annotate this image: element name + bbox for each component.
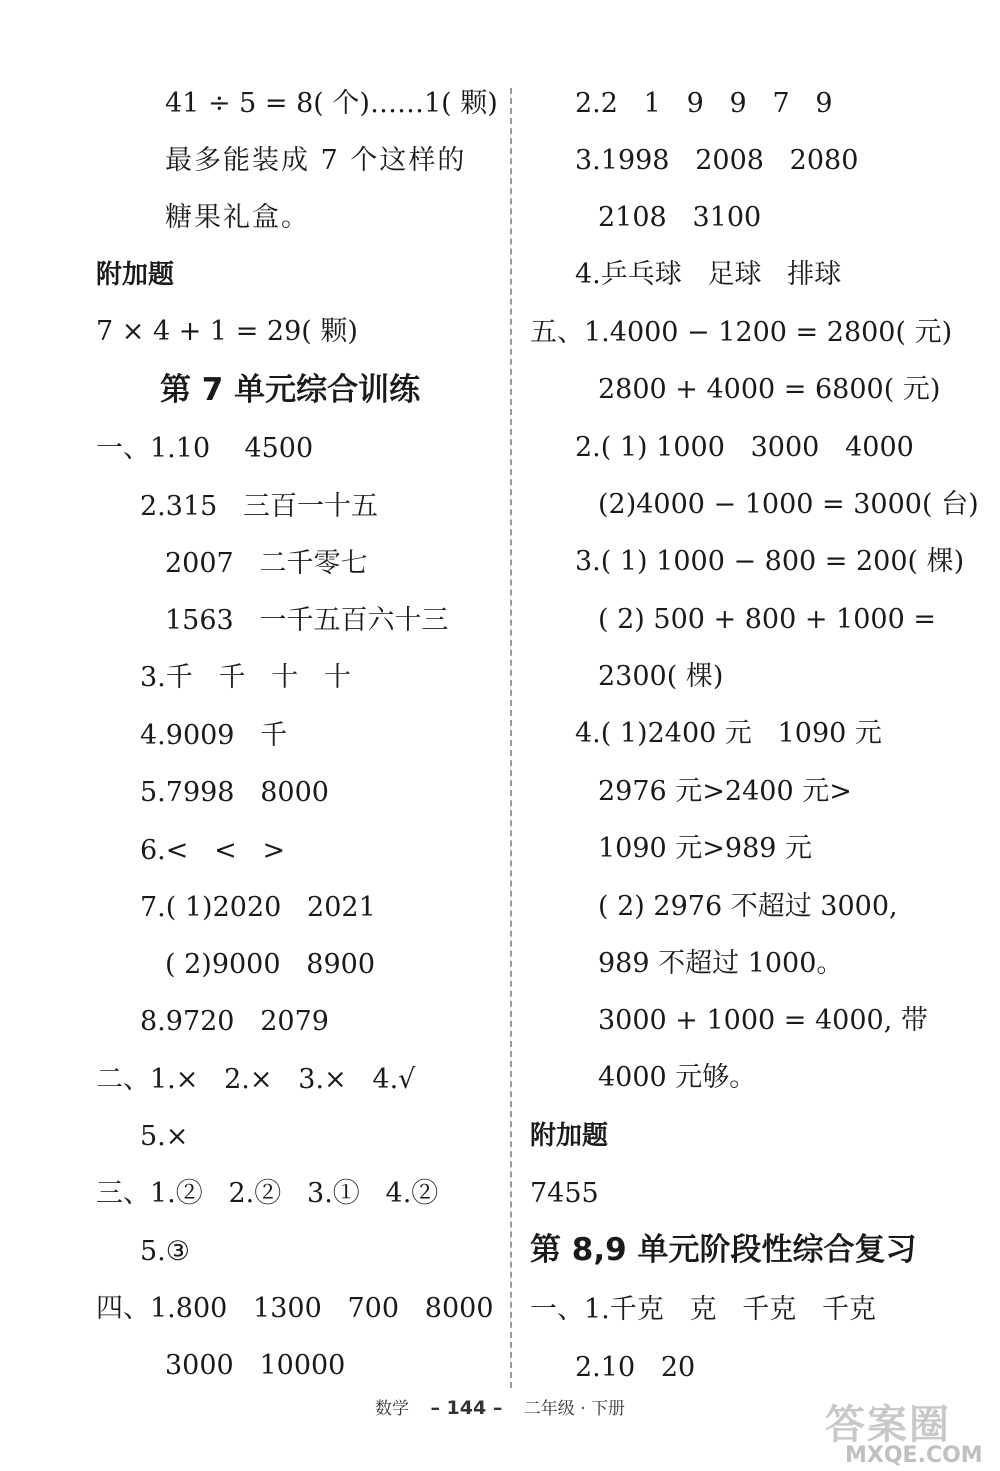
watermark-site: MXQE.COM (845, 1443, 983, 1468)
answer-line: 7 × 4 + 1 = 29( 颗) (96, 316, 358, 347)
answer-line: 2976 元>2400 元> (598, 776, 852, 807)
answer-line: 二、1.× 2.× 3.× 4.√ (96, 1064, 416, 1095)
answer-line: ( 2)9000 8900 (165, 949, 376, 980)
answer-line: 四、1.800 1300 700 8000 (96, 1293, 494, 1324)
answer-line: 一、1.10 4500 (96, 433, 314, 464)
answer-line: 4000 元够。 (598, 1062, 757, 1093)
answer-line: 三、1.② 2.② 3.① 4.② (96, 1178, 439, 1209)
unit-title: 第 8,9 单元阶段性综合复习 (530, 1232, 917, 1268)
answer-line: 1563 一千五百六十三 (165, 605, 449, 636)
column-divider (510, 88, 512, 1388)
footer-grade: 二年级 · 下册 (523, 1399, 625, 1419)
answer-line: 五、1.4000 − 1200 = 2800( 元) (530, 317, 953, 348)
answer-line: 3.1998 2008 2080 (575, 145, 859, 176)
answer-line: 2.( 1) 1000 3000 4000 (575, 432, 914, 463)
answer-line: 7.( 1)2020 2021 (140, 892, 376, 923)
answer-line: 8.9720 2079 (140, 1006, 329, 1037)
answer-line: 2300( 棵) (598, 661, 724, 692)
answer-line: 2108 3100 (598, 202, 762, 233)
answer-line: 3000 + 1000 = 4000, 带 (598, 1005, 928, 1036)
watermark-logo-text: 答案圈 (825, 1402, 951, 1448)
answer-line: 4.9009 千 (140, 720, 288, 751)
answer-line: 最多能装成 7 个这样的 (165, 145, 467, 176)
page-number: – 144 – (430, 1397, 503, 1419)
answer-line: ( 2) 500 + 800 + 1000 = (598, 604, 936, 635)
answer-line: 一、1.千克 克 千克 千克 (530, 1294, 877, 1325)
unit-title: 第 7 单元综合训练 (160, 372, 421, 408)
answer-line: 2.2 1 9 9 7 9 (575, 88, 833, 119)
answer-line: 4.乒乓球 足球 排球 (575, 259, 842, 290)
answer-line: 5.7998 8000 (140, 777, 329, 808)
answer-line: 989 不超过 1000。 (598, 948, 844, 979)
answer-line: 2800 + 4000 = 6800( 元) (598, 374, 941, 405)
answer-line: 5.× (140, 1121, 189, 1152)
answer-line: 4.( 1)2400 元 1090 元 (575, 718, 882, 749)
section-heading: 附加题 (96, 260, 175, 290)
answer-line: 2.315 三百一十五 (140, 491, 379, 522)
answer-line: ( 2) 2976 不超过 3000, (598, 891, 898, 922)
answer-line: 1090 元>989 元 (598, 833, 813, 864)
answer-line: 3.( 1) 1000 − 800 = 200( 棵) (575, 546, 965, 577)
answer-line: 41 ÷ 5 = 8( 个)……1( 颗) (165, 88, 498, 119)
section-heading: 附加题 (530, 1121, 609, 1151)
answer-line: 糖果礼盒。 (165, 202, 310, 233)
answer-line: 2007 二千零七 (165, 548, 368, 579)
answer-line: (2)4000 − 1000 = 3000( 台) (598, 489, 979, 520)
answer-line: 7455 (530, 1178, 599, 1209)
answer-line: 2.10 20 (575, 1352, 696, 1383)
answer-line: 3000 10000 (165, 1350, 346, 1381)
answer-line: 6.< < > (140, 835, 286, 866)
watermark-logo (825, 1402, 995, 1468)
answer-line: 3.千 千 十 十 (140, 662, 352, 693)
footer-subject: 数学 (375, 1399, 410, 1419)
answer-line: 5.③ (140, 1236, 190, 1267)
